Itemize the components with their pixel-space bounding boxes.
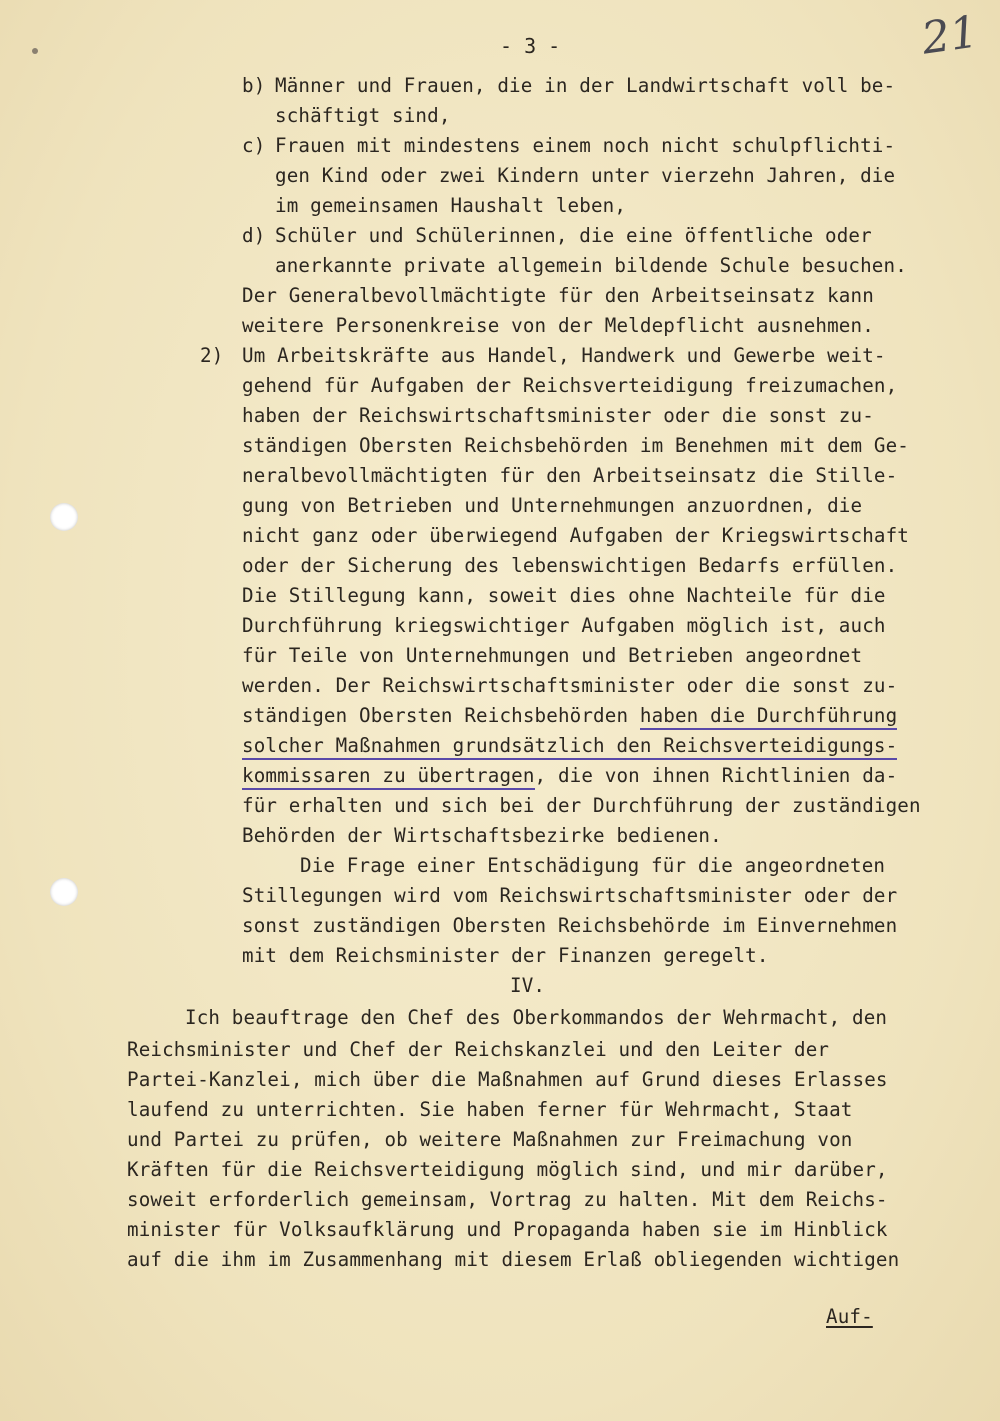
section2-line-15 <box>242 761 897 791</box>
underlined-passage-part-1: haben die Durchführung <box>640 704 897 730</box>
punch-hole-lower <box>50 878 78 906</box>
item-c-line-2: gen Kind oder zwei Kindern unter vierzehn Jahren, die <box>275 164 896 187</box>
section4-line-7: soweit erforderlich gemeinsam, Vortrag zu halten. Mit dem Reichs- <box>127 1188 888 1211</box>
section1-tail-line-2: weitere Personenkreise von der Meldepflicht ausnehmen. <box>242 314 874 337</box>
punch-hole-upper <box>50 503 78 531</box>
section2-line-13-start: ständigen Obersten Reichsbehörden <box>242 704 640 727</box>
section2-line-6: gung von Betrieben und Unternehmungen anzuordnen, die <box>242 494 863 517</box>
page-number: - 3 - <box>500 34 561 58</box>
section2-line-10: Durchführung kriegswichtiger Aufgaben möglich ist, auch <box>242 614 886 637</box>
item-d-line-1: Schüler und Schülerinnen, die eine öffentliche oder <box>275 224 872 247</box>
section2-line-5: neralbevollmächtigten für den Arbeitseinsatz die Stille- <box>242 464 898 487</box>
catchword: Auf- <box>826 1305 873 1328</box>
section2-para2-line-2: Stillegungen wird vom Reichswirtschaftsminister oder der <box>242 884 898 907</box>
section2-line-12: werden. Der Reichswirtschaftsminister oder die sonst zu- <box>242 674 898 697</box>
paper-speck <box>32 48 38 54</box>
section4-heading: IV. <box>510 974 546 997</box>
item-c-line-3: im gemeinsamen Haushalt leben, <box>275 194 627 217</box>
section2-line-15-end: , die von ihnen Richtlinien da- <box>534 764 898 787</box>
folio-number: 21 <box>918 6 982 65</box>
section2-line-17: Behörden der Wirtschaftsbezirke bedienen. <box>242 824 722 847</box>
section2-line-7: nicht ganz oder überwiegend Aufgaben der Kriegswirtschaft <box>242 524 910 547</box>
section2-line-2: gehend für Aufgaben der Reichsverteidigung freizumachen, <box>242 374 898 397</box>
item-c-line-1: Frauen mit mindestens einem noch nicht schulpflichti- <box>275 134 896 157</box>
section2-line-1: Um Arbeitskräfte aus Handel, Handwerk und Gewerbe weit- <box>242 344 886 367</box>
section2-line-9: Die Stillegung kann, soweit dies ohne Nachteile für die <box>242 584 886 607</box>
section2-line-8: oder der Sicherung des lebenswichtigen Bedarfs erfüllen. <box>242 554 898 577</box>
section4-line-3: Partei-Kanzlei, mich über die Maßnahmen auf Grund dieses Erlasses <box>127 1068 888 1091</box>
section4-line-2: Reichsminister und Chef der Reichskanzlei und den Leiter der <box>127 1038 830 1061</box>
section4-line-8: minister für Volksaufklärung und Propaganda haben sie im Hinblick <box>127 1218 888 1241</box>
underlined-passage-part-3: kommissaren zu übertragen <box>242 764 535 790</box>
section4-line-5: und Partei zu prüfen, ob weitere Maßnahmen zur Freimachung von <box>127 1128 853 1151</box>
section2-label: 2) <box>200 344 224 367</box>
section2-line-4: ständigen Obersten Reichsbehörden im Benehmen mit dem Ge- <box>242 434 910 457</box>
section2-line-14 <box>242 731 897 761</box>
section2-para2-line-1: Die Frage einer Entschädigung für die angeordneten <box>300 854 886 877</box>
underlined-passage-part-2: solcher Maßnahmen grundsätzlich den Reichsverteidigungs- <box>242 734 897 760</box>
item-label-b: b) <box>242 74 266 97</box>
section2-line-13 <box>242 701 897 731</box>
section2-line-3: haben der Reichswirtschaftsminister oder die sonst zu- <box>242 404 874 427</box>
item-b-line-2: schäftigt sind, <box>275 104 451 127</box>
section1-tail-line-1: Der Generalbevollmächtigte für den Arbeitseinsatz kann <box>242 284 874 307</box>
section2-para2-line-4: mit dem Reichsminister der Finanzen geregelt. <box>242 944 769 967</box>
section4-line-1: Ich beauftrage den Chef des Oberkommandos der Wehrmacht, den <box>185 1006 888 1029</box>
section4-line-4: laufend zu unterrichten. Sie haben ferner für Wehrmacht, Staat <box>127 1098 853 1121</box>
item-label-c: c) <box>242 134 266 157</box>
section2-line-11: für Teile von Unternehmungen und Betrieben angeordnet <box>242 644 863 667</box>
section4-line-9: auf die ihm im Zusammenhang mit diesem Erlaß obliegenden wichtigen <box>127 1248 900 1271</box>
section2-line-16: für erhalten und sich bei der Durchführung der zuständigen <box>242 794 921 817</box>
section4-line-6: Kräften für die Reichsverteidigung möglich sind, und mir darüber, <box>127 1158 888 1181</box>
section2-para2-line-3: sonst zuständigen Obersten Reichsbehörde im Einvernehmen <box>242 914 898 937</box>
item-d-line-2: anerkannte private allgemein bildende Schule besuchen. <box>275 254 907 277</box>
item-label-d: d) <box>242 224 266 247</box>
item-b-line-1: Männer und Frauen, die in der Landwirtschaft voll be- <box>275 74 896 97</box>
